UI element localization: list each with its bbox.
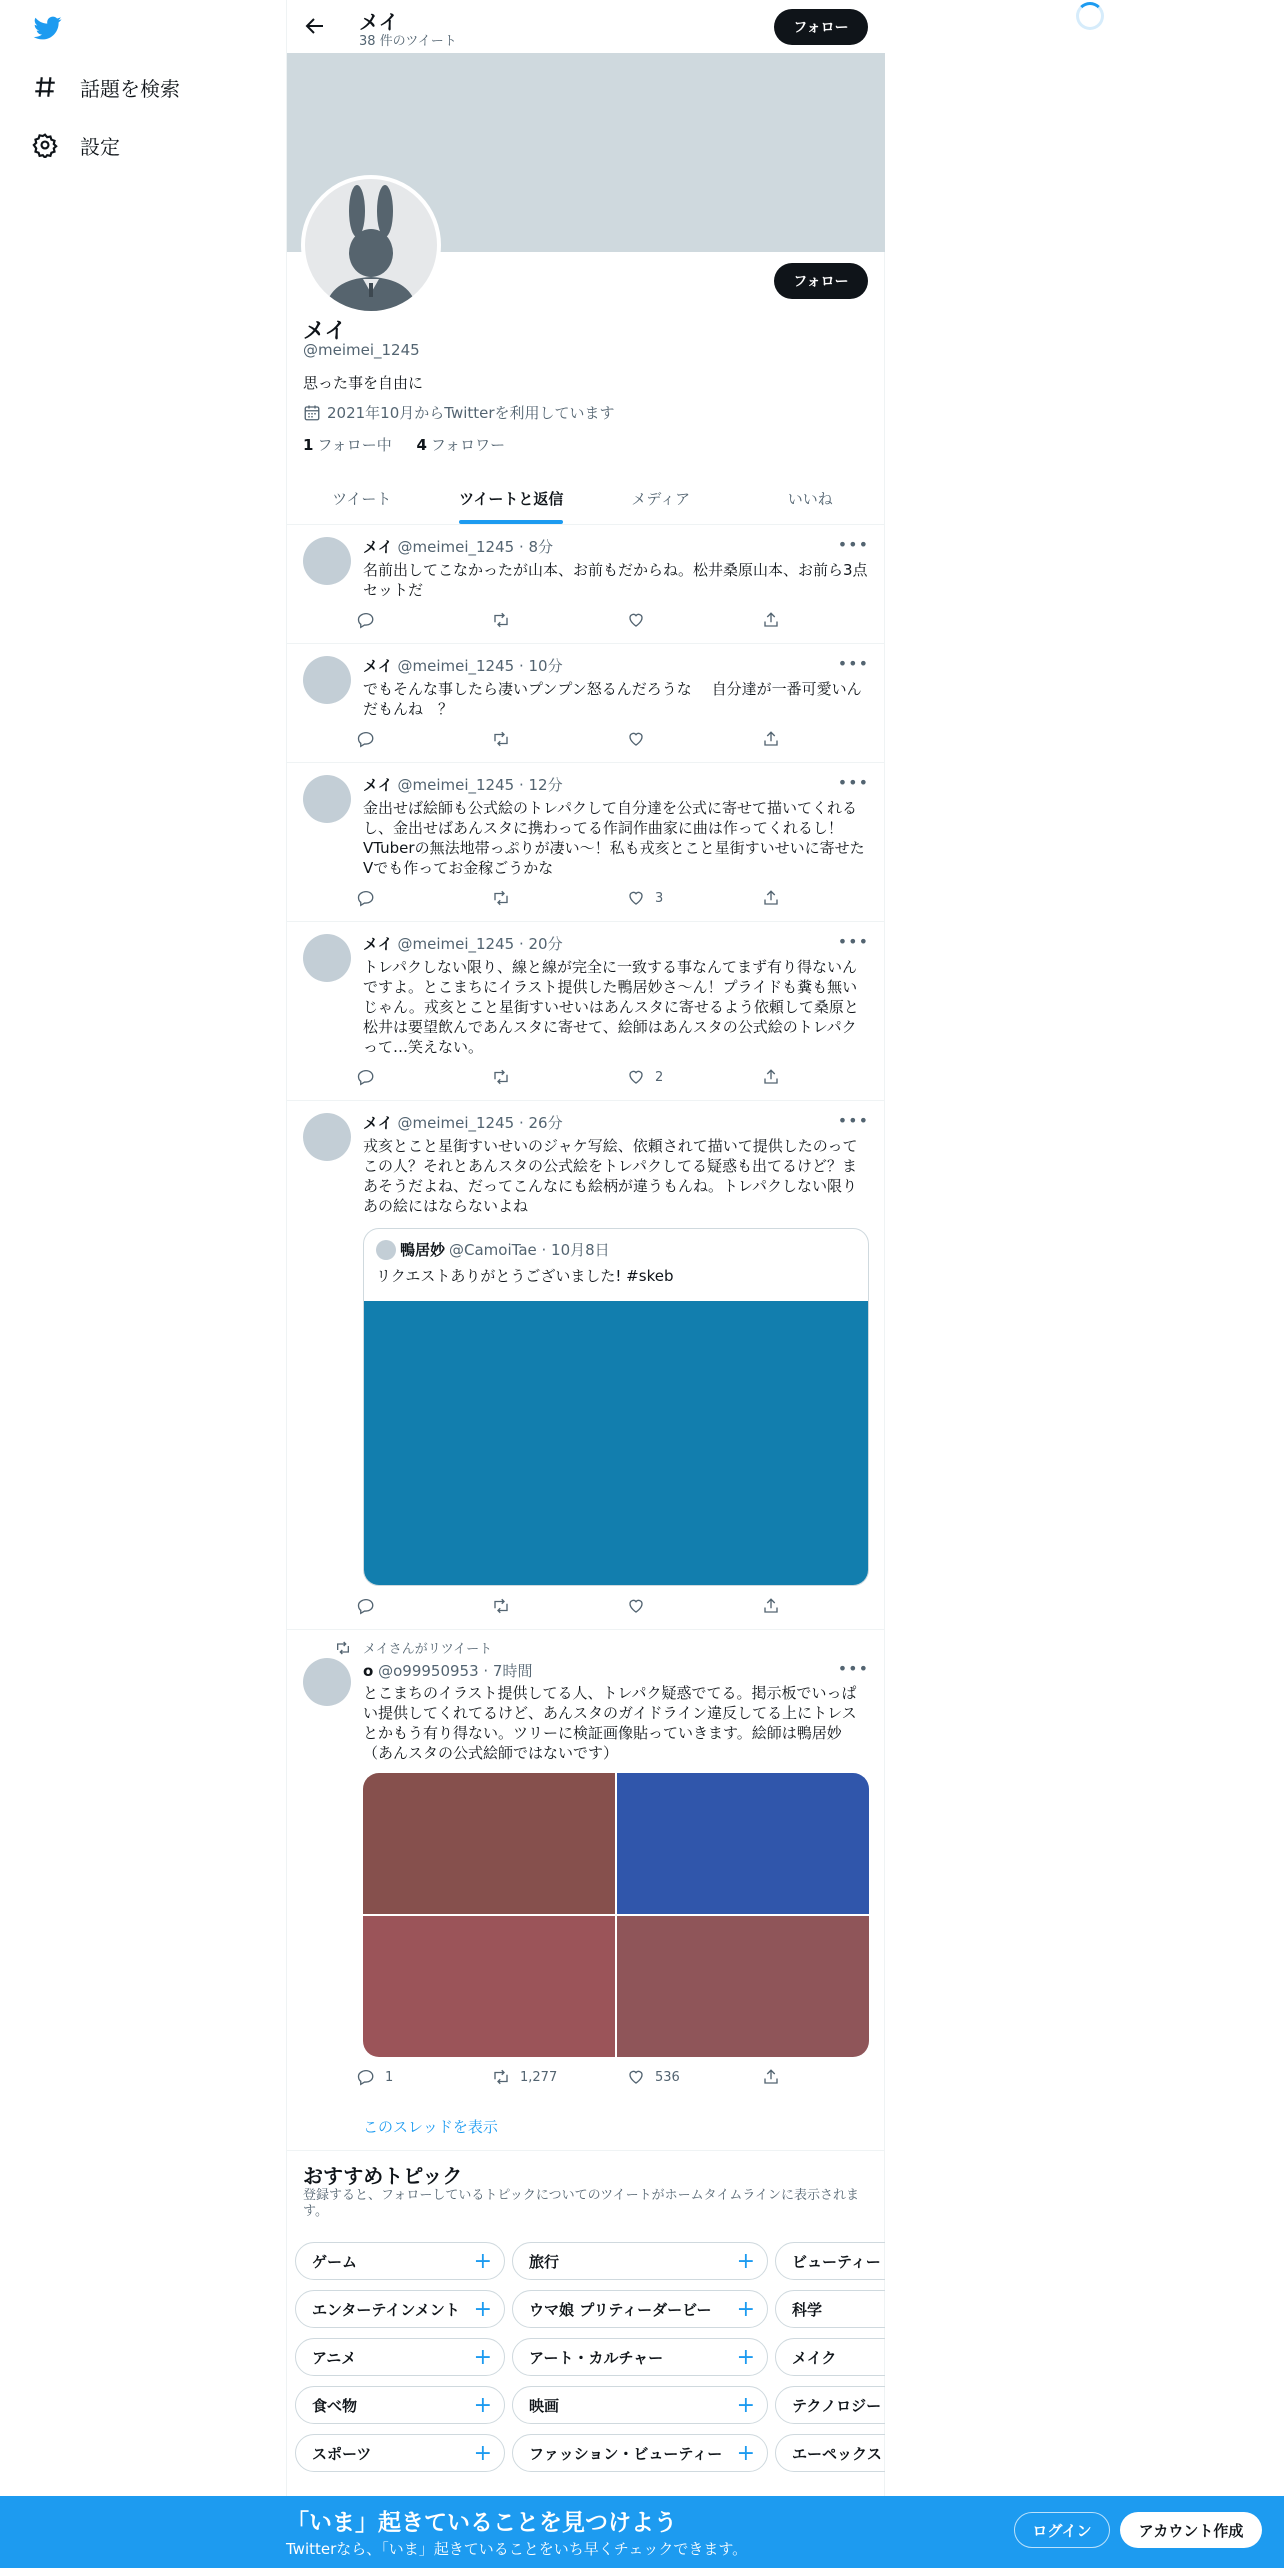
profile-header-bar [287,0,885,53]
topic-chip[interactable] [295,2386,505,2424]
retweet-button[interactable] [492,1597,520,1615]
reply-button[interactable] [357,730,385,748]
share-button[interactable] [762,611,790,629]
more-icon[interactable]: ••• [837,773,869,792]
tweet[interactable] [287,644,885,763]
profile-follow-stats [303,434,505,455]
like-button[interactable] [627,1068,663,1086]
tweet-actions [357,1597,797,1619]
reply-button[interactable] [357,1597,385,1615]
topic-chip[interactable] [512,2386,768,2424]
heart-icon [627,1597,645,1615]
heart-icon [627,1068,645,1086]
quoted-tweet[interactable] [363,1228,869,1586]
bottom-bar-title: 「いま」起きていることを見つけよう [286,2510,677,2536]
reply-icon [357,2068,375,2086]
twitter-bird-icon[interactable] [32,14,64,42]
nav-settings-label: 設定 [80,134,120,159]
retweet-icon [492,1068,510,1086]
retweet-icon [492,730,510,748]
topic-chip[interactable] [295,2290,505,2328]
tweet-avatar[interactable] [303,537,351,585]
topic-chip-label: 映画 [529,2396,560,2415]
profile-joined-text: 2021年10月からTwitterを利用しています [327,404,615,422]
heart-icon [627,2068,645,2086]
tweet[interactable] [287,525,885,644]
tweet-text: 名前出してこなかったが山本、お前もだからね。松井桑原山本、お前ら3点セットだ [363,561,868,599]
topic-chip-label: テクノロジー [792,2396,882,2415]
tweet-image-grid [363,1773,869,2057]
topic-chip-label: 食べ物 [312,2396,358,2415]
tweet-actions [357,2068,797,2090]
share-icon [762,2068,780,2086]
heart-icon [627,611,645,629]
profile-handle: @meimei_1245 [303,341,420,359]
topics-subtitle: 登録すると、フォローしているトピックについてのツイートがホームタイムラインに表示されます。 [303,2188,860,2219]
reply-button[interactable] [357,2068,393,2086]
gear-icon [32,132,58,158]
quoted-tweet-header: 鴨居妙 @CamoiTae · 10月8日 [376,1239,610,1260]
share-icon [762,1597,780,1615]
nav-explore[interactable] [32,65,180,109]
bottom-bar-subtitle: Twitterなら、「いま」起きていることをいち早くチェックできます。 [286,2540,748,2558]
plus-icon[interactable]: + [736,2296,755,2322]
tab-likes[interactable]: いいね [787,489,833,508]
tweet-avatar[interactable] [303,775,351,823]
topic-chip[interactable] [295,2338,505,2376]
topic-chip-label: アニメ [312,2348,357,2367]
share-icon [762,1068,780,1086]
reply-icon [357,611,375,629]
topic-chip[interactable] [775,2290,885,2328]
more-icon[interactable]: ••• [837,1111,869,1130]
reply-count: 1 [385,2069,394,2085]
topic-chip[interactable] [512,2290,768,2328]
topic-chip-label: ビューティー [792,2252,881,2271]
retweet-count: 1,277 [520,2069,558,2085]
plus-icon[interactable]: + [736,2392,755,2418]
topic-chip-label: スポーツ [312,2444,372,2463]
topic-chip[interactable] [512,2242,768,2280]
like-button[interactable] [627,730,655,748]
like-count: 536 [655,2069,680,2085]
back-arrow-icon[interactable] [303,14,327,38]
topic-chip[interactable] [295,2434,505,2472]
plus-icon[interactable]: + [736,2248,755,2274]
like-button[interactable] [627,611,655,629]
profile-joined [303,402,615,423]
share-button[interactable] [762,1597,790,1615]
tweet-image[interactable] [363,1916,615,2057]
tweet[interactable] [287,922,885,1101]
reply-icon [357,889,375,907]
reply-icon [357,1597,375,1615]
profile-avatar[interactable] [301,175,441,315]
show-thread-link[interactable]: このスレッドを表示 [363,2118,498,2136]
like-button[interactable] [627,2068,680,2086]
topics-title: おすすめトピック [303,2164,463,2188]
topic-chip[interactable] [775,2386,885,2424]
topic-chip-label: ウマ娘 プリティーダービー [529,2300,712,2319]
share-icon [762,730,780,748]
plus-icon[interactable]: + [473,2296,492,2322]
tweet-header: メイ @meimei_1245 · 26分 [363,1114,563,1132]
topic-chip-label: ゲーム [312,2252,358,2271]
signup-button[interactable]: アカウント作成 [1120,2512,1262,2548]
share-button[interactable] [762,730,790,748]
topic-chip-label: エーペックス [792,2444,882,2463]
reply-button[interactable] [357,611,385,629]
topic-chip-label: 科学 [792,2300,823,2319]
tweet-text: とこまちのイラスト提供してる人、トレパク疑惑でてる。掲示板でいっぱい提供してくれてるけど、あんスタのガイドライン違反してる上にトレスとかもう有り得ない。ツリーに検証画像貼っていきます。絵師は鴨居妙（あんスタの公式絵師ではないです） [363,1684,857,1762]
followers-link[interactable]: 4 フォロワー [416,436,506,454]
topic-chip[interactable] [512,2338,768,2376]
tweet-image[interactable] [617,1916,869,2057]
share-button[interactable] [762,2068,790,2086]
more-icon[interactable]: ••• [837,1659,869,1678]
more-icon[interactable]: ••• [837,535,869,554]
tab-tweets[interactable]: ツイート [332,489,392,508]
retweet-icon [492,2068,510,2086]
topic-chip[interactable] [775,2242,885,2280]
retweet-icon [492,611,510,629]
tweet-actions [357,889,797,911]
tweet[interactable] [287,763,885,922]
heart-icon [627,730,645,748]
header-title: メイ [359,10,399,34]
more-icon[interactable]: ••• [837,932,869,951]
profile-name: メイ [303,319,347,344]
tweet-image[interactable] [363,1773,615,1914]
following-link[interactable]: 1 フォロー中 [303,436,392,454]
tweet-image[interactable] [617,1773,869,1914]
like-button[interactable] [627,1597,655,1615]
topic-chip[interactable] [775,2434,885,2472]
header-follow-button[interactable]: フォロー [774,9,868,45]
loading-spinner-icon [1076,2,1104,30]
tab-media[interactable]: メディア [631,489,691,508]
main-column [286,0,885,2500]
topics-list [287,2230,885,2490]
retweet-icon [492,889,510,907]
reply-button[interactable] [357,1068,385,1086]
share-button[interactable] [762,889,790,907]
heart-icon [627,889,645,907]
profile-bio: 思った事を自由に [303,374,424,392]
tweet-avatar[interactable] [303,656,351,704]
more-icon[interactable]: ••• [837,654,869,673]
retweet-icon [335,1640,351,1656]
topic-chip[interactable] [512,2434,768,2472]
topic-chip-label: ファッション・ビューティー [529,2444,723,2463]
tweet-header: メイ @meimei_1245 · 12分 [363,776,563,794]
login-button[interactable]: ログイン [1014,2512,1110,2548]
tweet-text: 戎亥とこと星街すいせいのジャケ写絵、依頼されて描いて提供したのってこの人？それとあんスタの公式絵をトレパクしてる疑惑も出てるけど？まあそうだよね、だってこんなにも絵柄が違うもんね。トレパクしない限りあの絵にはならないよね [363,1137,858,1215]
reply-icon [357,1068,375,1086]
share-icon [762,889,780,907]
retweet-button[interactable] [492,1068,520,1086]
like-count: 3 [655,890,664,906]
plus-icon[interactable]: + [473,2344,492,2370]
tweet-avatar[interactable] [303,1113,351,1161]
tweet-header: メイ @meimei_1245 · 10分 [363,657,563,675]
header-tweet-count: 38 件のツイート [359,34,457,49]
topic-chip-label: エンターテインメント [312,2300,460,2319]
retweet-button[interactable] [492,611,520,629]
quoted-tweet-text: リクエストありがとうございました! #skeb [376,1267,674,1285]
tweet-actions [357,1068,797,1090]
plus-icon[interactable]: + [473,2392,492,2418]
retweet-button[interactable] [492,2068,557,2086]
tweet-actions [357,611,797,633]
plus-icon[interactable]: + [736,2344,755,2370]
nav-settings[interactable] [32,123,120,167]
tweet-header: メイ @meimei_1245 · 8分 [363,538,554,556]
topic-chip[interactable] [775,2338,885,2376]
tweet[interactable] [287,1101,885,1630]
rabbit-avatar-icon [305,179,437,311]
retweeted-tweet[interactable] [287,1630,885,2151]
retweet-indicator: メイさんがリツイート [335,1638,492,1657]
retweet-button[interactable] [492,889,520,907]
topic-chip-label: アート・カルチャー [529,2348,664,2367]
bottom-signup-bar [0,2496,1284,2568]
retweet-button[interactable] [492,730,520,748]
tweet-text: トレパクしない限り、線と線が完全に一致する事なんてまず有り得ないんですよ。とこまちにイラスト提供した鴨居妙さ～ん！プライドも糞も無いじゃん。戎亥とこと星街すいせいはあんスタに寄せるよう依頼して桑原と松井は要望飲んであんスタに寄せて、絵師はあんスタの公式絵のトレパクって…笑えない。 [363,958,859,1056]
plus-icon[interactable]: + [473,2440,492,2466]
like-button[interactable] [627,889,663,907]
like-count: 2 [655,1069,664,1085]
topic-chip-label: 旅行 [529,2252,560,2271]
retweet-icon [492,1597,510,1615]
calendar-icon [303,404,321,422]
topic-chip[interactable] [295,2242,505,2280]
tab-tweets-and-replies[interactable]: ツイートと返信 [437,472,587,524]
nav-explore-label: 話題を検索 [80,76,180,101]
profile-tabs [287,472,885,525]
plus-icon[interactable]: + [473,2248,492,2274]
topic-chip-label: メイク [792,2348,837,2367]
tweet-avatar[interactable] [303,934,351,982]
tweet-header: メイ @meimei_1245 · 20分 [363,935,563,953]
share-icon [762,611,780,629]
tweet-text: でもそんな事したら凄いプンプン怒るんだろうな 自分達が一番可愛いんだもんね ？ [363,680,862,718]
hashtag-icon [32,74,58,100]
plus-icon[interactable]: + [736,2440,755,2466]
tweet-avatar[interactable] [303,1658,351,1706]
profile-follow-button[interactable]: フォロー [774,263,868,299]
quoted-avatar [376,1240,396,1260]
tweet-text: 金出せば絵師も公式絵のトレパクして自分達を公式に寄せて描いてくれるし、金出せばあんスタに携わってる作詞作曲家に曲は作ってくれるし！VTuberの無法地帯っぷりが凄い～！私も戎亥とこと星街すいせいに寄せたVでも作ってお金稼ごうかな [363,799,865,877]
share-button[interactable] [762,1068,790,1086]
tweet-actions [357,730,797,752]
reply-icon [357,730,375,748]
quoted-tweet-image[interactable] [364,1301,869,1585]
reply-button[interactable] [357,889,385,907]
tweet-header: o @o99950953 · 7時間 [363,1662,533,1680]
